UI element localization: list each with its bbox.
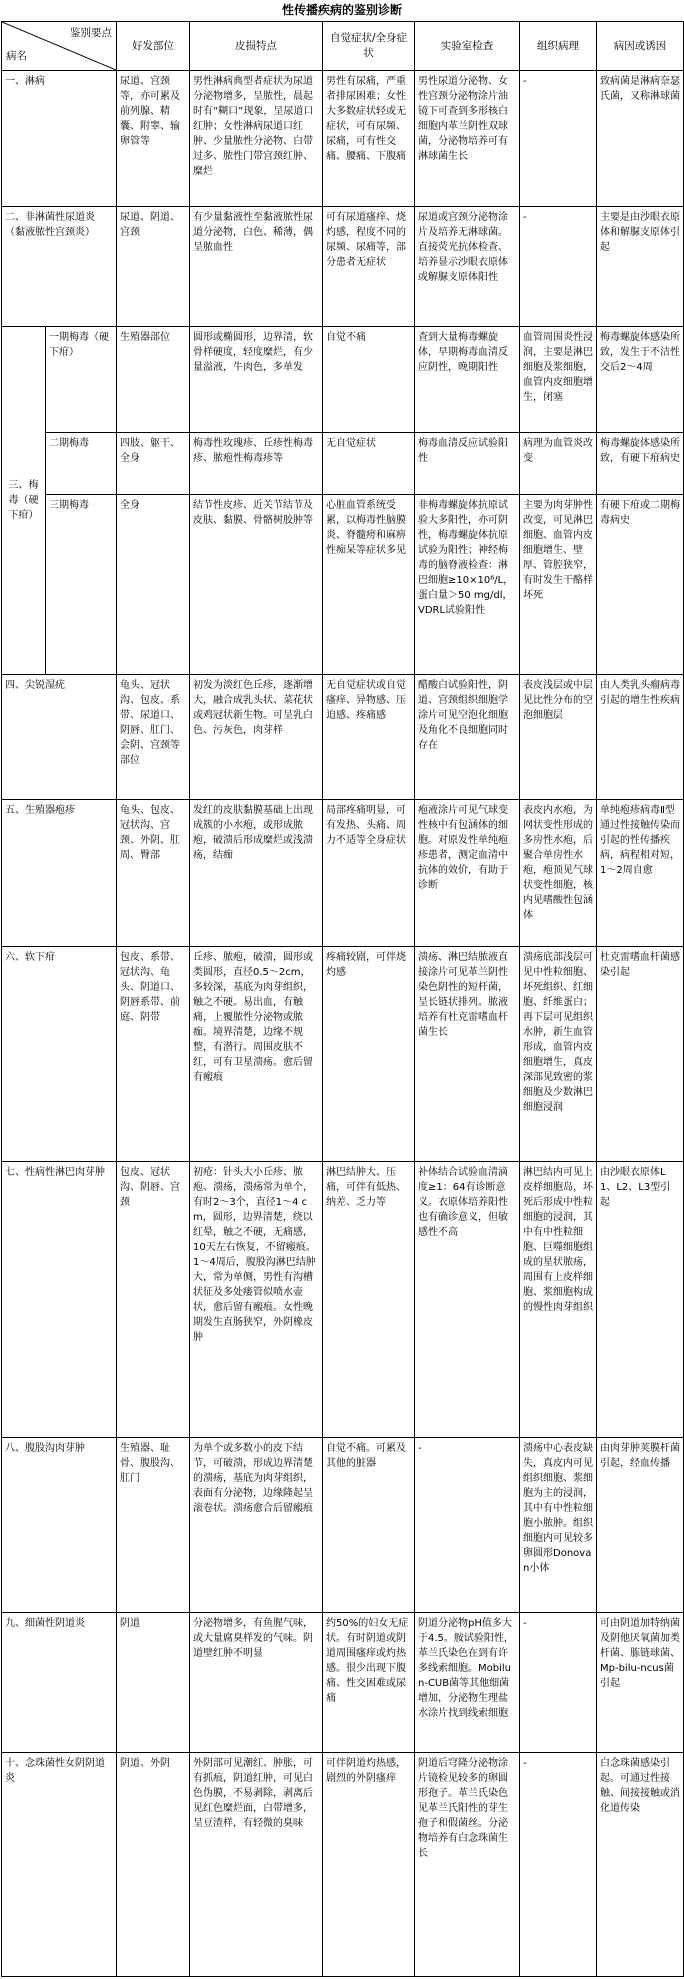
lab-cell: 补体结合试验血清滴度≥1：64有诊断意义。衣原体培养阳性也有确诊意义，但敏感性不高 (415, 1162, 520, 1438)
disease-name: 九、细菌性阴道炎 (2, 1613, 117, 1753)
disease-name: 七、性病性淋巴肉芽肿 (2, 1162, 117, 1438)
pathology-cell: 溃疡中心表皮缺失，真皮内可见组织细胞、浆细胞为主的浸润，其中有中性粒细胞小脓肿。组织细胞内可见较多卵圆形Donovan小体 (520, 1438, 597, 1613)
symptom-cell: 疼痛较剧，可伴烧灼感 (323, 947, 415, 1162)
site-cell: 生殖器部位 (117, 327, 190, 433)
symptom-cell: 自觉不痛。可累及其他的脏器 (323, 1438, 415, 1613)
cause-cell: 由沙眼衣原体L1、L2、L3型引起 (597, 1162, 684, 1438)
header-cause: 病因或诱因 (597, 22, 684, 71)
site-cell: 四肢、躯干、全身 (117, 433, 190, 495)
site-cell: 生殖器、耻骨、腹股沟、肛门 (117, 1438, 190, 1613)
lesion-cell: 结节性皮疹、近关节结节及皮肤、黏膜、骨骼树胶肿等 (190, 495, 323, 675)
cause-cell: 由人类乳头瘤病毒引起的增生性疾病 (597, 675, 684, 800)
lesion-cell: 外阴部可见潮红、肿胀，可有抓痕，阴道红肿，可见白色伪膜，不易剥除，剥离后见红色糜烂面，白带增多，呈豆渣样，有轻微的臭味 (190, 1753, 323, 1977)
lesion-cell: 男性淋病典型者症状为尿道分泌物增多，呈脓性，晨起时有“糊口”现象，呈尿道口红肿；女性淋病尿道口红肿、少量脓性分泌物、白带过多、脓性门带宫颈红肿、糜烂 (190, 71, 323, 207)
site-cell: 阴道 (117, 1613, 190, 1753)
symptom-cell: 可伴阴道灼热感，剧烈的外阴瘙痒 (323, 1753, 415, 1977)
pathology-cell: 淋巴结内可见上皮样细胞岛，坏死后形成中性粒细胞的浸润，其中有中性粒细胞、巨噬细胞组成的星状脓疡，周围有上皮样细胞、浆细胞构成的慢性肉芽组织 (520, 1162, 597, 1438)
cause-cell: 可由阴道加特纳菌及阴他厌氧菌加类杆菌、胨链球菌、Mp-bilu-ncus菌引起 (597, 1613, 684, 1753)
lab-cell: 查到大量梅毒螺旋体，早期梅毒血清反应阴性，晚期阳性 (415, 327, 520, 433)
differential-diagnosis-table (1, 21, 684, 1977)
lab-cell: 尿道或宫颈分泌物涂片及培养无淋球菌。直接荧光抗体检查、培养显示沙眼衣原体或解脲支原体阳性 (415, 207, 520, 327)
table-row (2, 207, 684, 327)
pathology-cell: 主要为肉芽肿性改变，可见淋巴细胞、血管内皮细胞增生、壁厚、管腔狭窄，有时发生干酪样坏死 (520, 495, 597, 675)
lab-cell: 阴道后穹隆分泌物涂片镜检见较多的卵圆形孢子。革兰氏染色见革兰氏阳性的芽生孢子和假菌丝。分泌物培养有白念珠菌生长 (415, 1753, 520, 1977)
cause-cell: 梅毒螺旋体感染所致，发生于不洁性交后2～4周 (597, 327, 684, 433)
syphilis-group-label: 三、梅毒（硬下疳） (8, 480, 39, 521)
lesion-cell: 圆形或椭圆形，边界清，软骨样硬度，轻度糜烂，有少量溢液，牛肉色，多单发 (190, 327, 323, 433)
pathology-cell: - (520, 207, 597, 327)
header-symptom: 自觉症状/全身症状 (323, 22, 415, 71)
symptom-cell: 约50%的妇女无症状。有时阴道或阴道周围瘙痒或灼热感。很少出现下腹痛、性交困难或尿痛 (323, 1613, 415, 1753)
lesion-cell: 有少量黏液性至黏液脓性尿道分泌物，白色、稀薄，偶呈脓血性 (190, 207, 323, 327)
cause-cell: 有硬下疳或二期梅毒病史 (597, 495, 684, 675)
symptom-cell: 淋巴结肿大、压痛，可伴有低热、纳差、乏力等 (323, 1162, 415, 1438)
table-row (2, 433, 684, 495)
symptom-cell: 自觉不痛 (323, 327, 415, 433)
lab-cell: - (415, 1438, 520, 1613)
table-row (2, 1613, 684, 1753)
lab-cell: 梅毒血清反应试验阳性 (415, 433, 520, 495)
cause-cell: 杜克雷嗜血杆菌感染引起 (597, 947, 684, 1162)
table-row (2, 1162, 684, 1438)
symptom-cell: 可有尿道瘙痒、烧灼感，程度不同的尿频、尿痛等，部分患者无症状 (323, 207, 415, 327)
site-cell: 包皮、冠状沟、阴唇、宫颈 (117, 1162, 190, 1438)
pathology-cell: 血管周围炎性浸润，主要是淋巴细胞及浆细胞，血管内皮细胞增生，闭塞 (520, 327, 597, 433)
cause-cell: 白念珠菌感染引起。可通过性接触、间接接触或消化道传染 (597, 1753, 684, 1977)
disease-name: 十、念珠菌性女阴阴道炎 (2, 1753, 117, 1977)
page-title: 性传播疾病的鉴别诊断 (281, 3, 402, 17)
table-row (2, 1753, 684, 1977)
cause-cell: 梅毒螺旋体感染所致，有硬下疳病史 (597, 433, 684, 495)
cause-cell: 致病菌是淋病奈瑟氏菌，又称淋球菌 (597, 71, 684, 207)
site-cell: 龟头、冠状沟、包皮、系带、尿道口、阴唇、肛门、会阴、宫颈等部位 (117, 675, 190, 800)
lab-cell: 醋酸白试验阳性，阴道、宫颈组织细胞学涂片可见空泡化细胞及角化不良细胞同时存在 (415, 675, 520, 800)
disease-name: 一期梅毒（硬下疳） (46, 327, 117, 433)
pathology-cell: 表皮浅层或中层见比性分布的空泡细胞层 (520, 675, 597, 800)
site-cell: 全身 (117, 495, 190, 675)
pathology-cell: 溃疡底部浅层可见中性粒细胞、坏死组织、红细胞、纤维蛋白；再下层可见组织水肿，新生血管形成，血管内皮细胞增生，真皮深部见致密的浆细胞及少数淋巴细胞浸润 (520, 947, 597, 1162)
pathology-cell: 病理为血管炎改变 (520, 433, 597, 495)
lesion-cell: 初疮：针头大小丘疹、脓疱、溃疡，溃疡常为单个，有时2～3个，直径1～4 cm，圆形，边界清楚，绕以红晕，触之不硬，无痛感，10天左右恢复，不留瘢痕。1～4周后，腹股沟淋巴结肿大，常为单侧，男性有沟槽状征及多处瘘管似喷水壶状，愈后留有瘢痕。女性晚期发生直肠狭窄，外阴橡皮肿 (190, 1162, 323, 1438)
lab-cell: 阴道分泌物pH值多大于4.5。胺试验阳性，革兰氏染色在到有许多线索细胞。Mobilun-CUB菌等其他细菌增加，分泌物生理盐水涂片找到线索细胞 (415, 1613, 520, 1753)
table-row (2, 947, 684, 1162)
symptom-cell: 局部疼痛明显，可有发热、头痛、周力不适等全身症状 (323, 800, 415, 947)
lab-cell: 男性尿道分泌物、女性宫颈分泌物涂片油镜下可查到多形核白细胞内革兰阴性双球菌，分泌物培养可有淋球菌生长 (415, 71, 520, 207)
table-row (2, 1438, 684, 1613)
pathology-cell: - (520, 71, 597, 207)
header-site: 好发部位 (117, 22, 190, 71)
header-key-points: 鉴别要点 (70, 27, 112, 39)
header-pathology: 组织病理 (520, 22, 597, 71)
cause-cell: 主要是由沙眼衣原体和解脲支原体引起 (597, 207, 684, 327)
disease-name: 三期梅毒 (46, 495, 117, 675)
pathology-cell: - (520, 1613, 597, 1753)
symptom-cell: 无自觉症状 (323, 433, 415, 495)
disease-name: 四、尖锐湿疣 (2, 675, 117, 800)
site-cell: 尿道、阴道、宫颈 (117, 207, 190, 327)
table-row (2, 675, 684, 800)
diagonal-header-cell (2, 22, 117, 71)
lesion-cell: 丘疹、脓疱，破溃，圆形或类圆形，直径0.5～2cm，多较深，基底为肉芽组织，触之不硬。易出血，有触痛，上覆脓性分泌物或脓痂。境界清楚，边缘不规整，有潜行。周围皮肤不红，可有卫星溃疡。愈后留有瘢痕 (190, 947, 323, 1162)
disease-name: 六、软下疳 (2, 947, 117, 1162)
disease-name: 二、非淋菌性尿道炎（黏液脓性宫颈炎） (2, 207, 117, 327)
syphilis-group-name (2, 327, 46, 675)
disease-name: 八、腹股沟肉芽肿 (2, 1438, 117, 1613)
disease-name: 一、淋病 (2, 71, 117, 207)
cause-cell: 由肉芽肿荚膜杆菌引起，经血传播 (597, 1438, 684, 1613)
symptom-cell: 无自觉症状或自觉瘙痒、异物感、压迫感、疼痛感 (323, 675, 415, 800)
header-disease-name: 病名 (6, 50, 27, 62)
symptom-cell: 心脏血管系统受累，以梅毒性脑膜炎、脊髓痨和麻痹性痴呆等症状多见 (323, 495, 415, 675)
cause-cell: 单纯疱疹病毒Ⅱ型通过性接触传染而引起的性传播疾病，病程相对短，1～2周自愈 (597, 800, 684, 947)
lesion-cell: 初发为淡红色丘疹，逐渐增大，融合成乳头状、菜花状或鸡冠状新生物。可呈乳白色、污灰色，肉芽样 (190, 675, 323, 800)
lab-cell: 疱液涂片可见气球变性核中有包涵体的细胞。对原发性单纯疱疹患者，测定血清中抗体的效价，有助于诊断 (415, 800, 520, 947)
disease-name: 五、生殖器疱疹 (2, 800, 117, 947)
header-row (2, 22, 684, 71)
lesion-cell: 发红的皮肤黏膜基础上出现成簇的小水疱，或形成脓疱，破溃后形成糜烂或浅溃疡，结痂 (190, 800, 323, 947)
site-cell: 阴道、外阴 (117, 1753, 190, 1977)
pathology-cell: - (520, 1753, 597, 1977)
lab-cell: 非梅毒螺旋体抗原试验大多阳性，亦可阴性，梅毒螺旋体抗原试验为阳性；神经梅毒的脑脊液检查：淋巴细胞≥10×10⁶/L，蛋白量＞50 mg/dl，VDRL试验阳性 (415, 495, 520, 675)
table-row (2, 800, 684, 947)
table-row (2, 495, 684, 675)
pathology-cell: 表皮内水疱，为网状变性形成的多房性水疱，后聚合单房性水疱，疱顶见气球状变性细胞，核内见嗜酸性包涵体 (520, 800, 597, 947)
header-lab: 实验室检查 (415, 22, 520, 71)
lab-cell: 溃疡、淋巴结脓液直接涂片可见革兰阴性染色阴性的短杆菌，呈长链状排列。脓液培养有杜克雷嗜血杆菌生长 (415, 947, 520, 1162)
header-lesion: 皮损特点 (190, 22, 323, 71)
lesion-cell: 梅毒性玫瑰疹、丘疹性梅毒疹、脓疱性梅毒疹等 (190, 433, 323, 495)
site-cell: 包皮、系带、冠状沟、龟头、阴道口、阴唇系带、前庭、阴带 (117, 947, 190, 1162)
symptom-cell: 男性有尿痛，严重者排尿困难；女性大多数症状轻或无症状，可有尿频、尿痛，可有性交痛、腰痛、下腹痛 (323, 71, 415, 207)
lesion-cell: 分泌物增多，有鱼腥气味，或大量腐臭样发的气味。阴道壁红肿不明显 (190, 1613, 323, 1753)
table-row (2, 71, 684, 207)
site-cell: 尿道、宫颈等，亦可累及前列腺、精囊、附睾、输卵管等 (117, 71, 190, 207)
disease-name: 二期梅毒 (46, 433, 117, 495)
table-row (2, 327, 684, 433)
site-cell: 龟头、包皮、冠状沟、宫颈、外阴、肛周、臀部 (117, 800, 190, 947)
lesion-cell: 为单个或多数小的皮下结节，可破溃，形成边界清楚的溃疡，基底为肉芽组织，表面有分泌物，边缘隆起呈滚卷状。溃疡愈合后留瘢痕 (190, 1438, 323, 1613)
